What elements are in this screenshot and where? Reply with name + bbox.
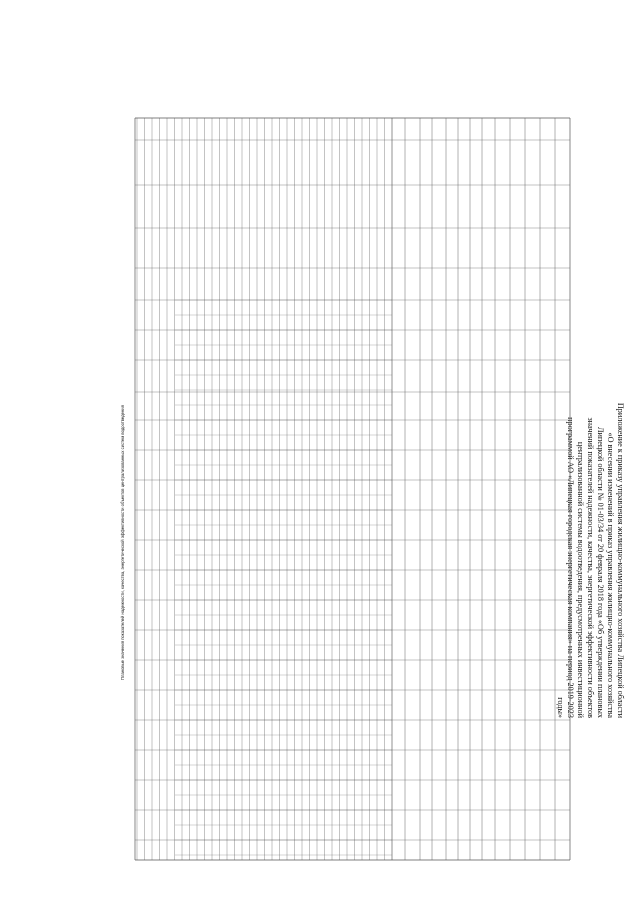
header-line: программой АО «Липецкая городская энергетическая компания» на период 2019-2023 <box>566 417 575 718</box>
header-line: централизованной системы водоотведения, предусмотренных инвестиционной <box>576 441 585 718</box>
header-line: значений показателей надежности, качества, энергетической эффективности объектов <box>586 417 595 718</box>
header-line: «О внесении изменений в приказ управления жилищно-коммунального хозяйства <box>606 432 615 718</box>
header-line: Липецкой области № 01-03/34 от 20 февраля 2018 года «Об утверждении плановых <box>596 426 605 718</box>
header-line: Приложение к приказу управления жилищно-коммунального хозяйства Липецкой области <box>616 402 625 718</box>
table-caption: Плановые значения показателей надежности, качества, энергетической эффективности объектов централизованных систем водоотведения <box>120 405 125 680</box>
header-line: годы» <box>556 697 565 718</box>
